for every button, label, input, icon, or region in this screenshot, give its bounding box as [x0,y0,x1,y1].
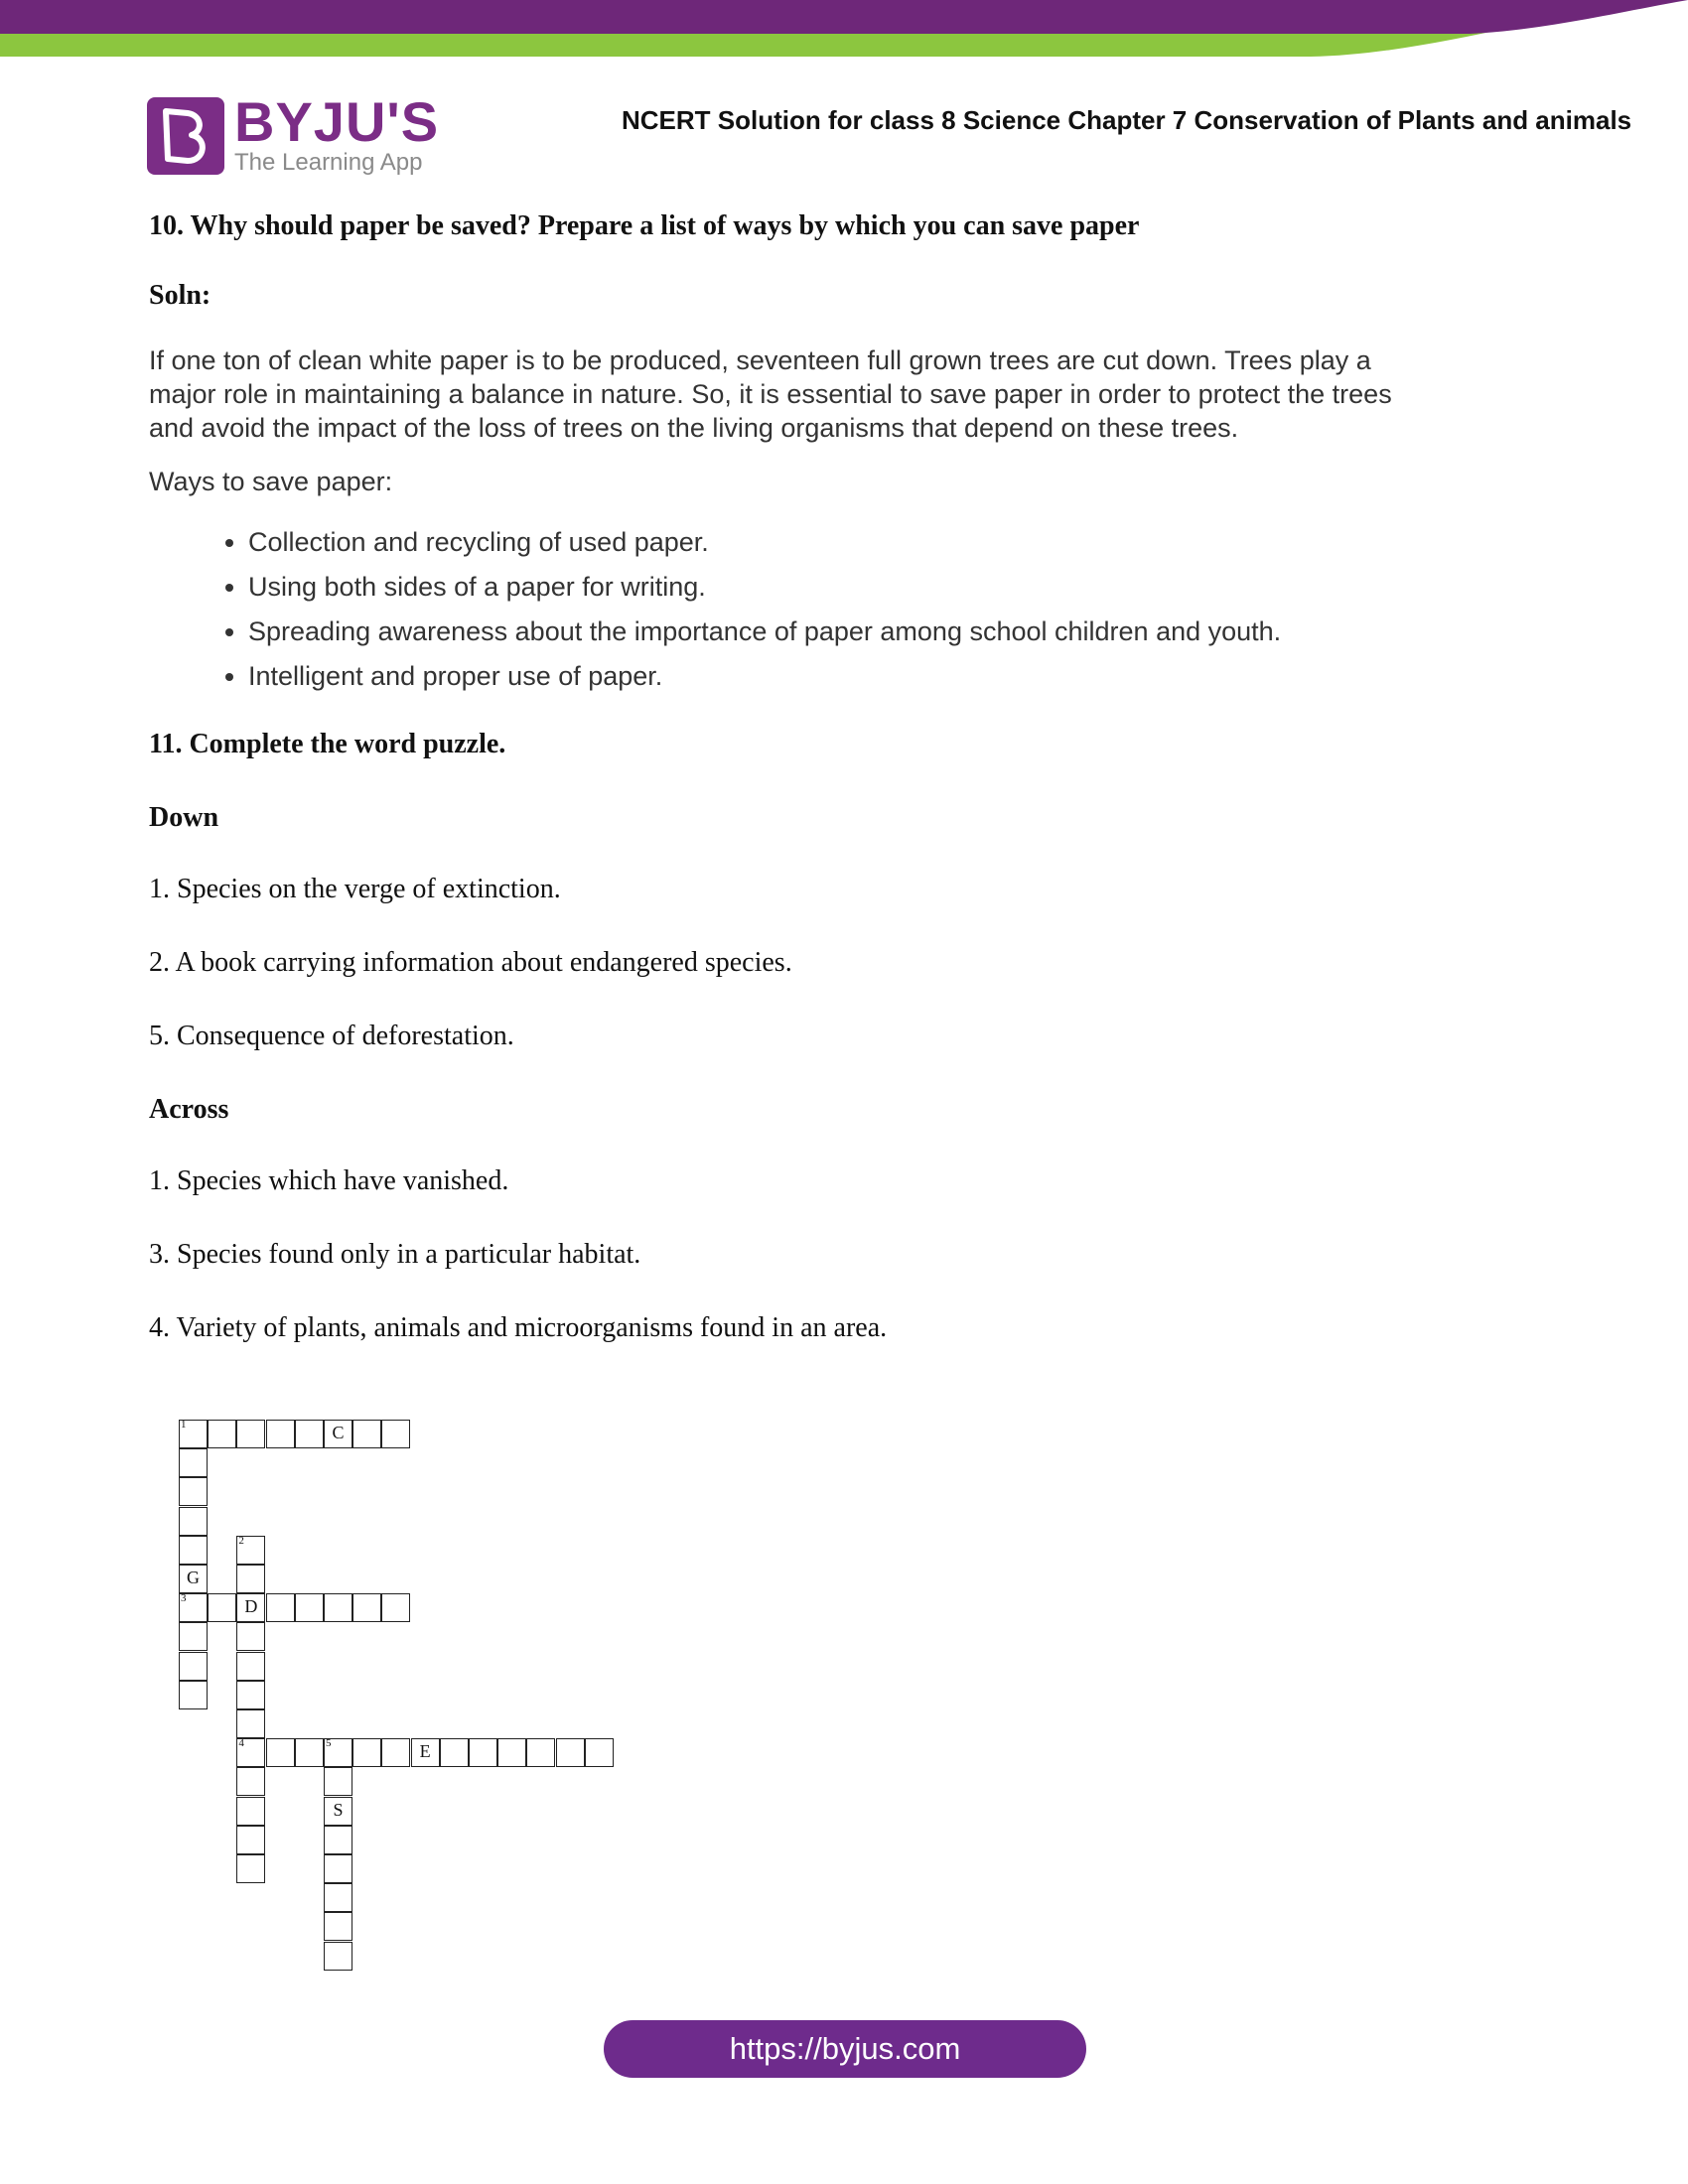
given-letter: E [419,1741,431,1762]
crossword-cell[interactable] [295,1593,324,1622]
crossword-cell[interactable] [585,1738,614,1767]
logo-b-icon [147,97,224,175]
brand-name: BYJU'S [234,90,440,153]
crossword-cell[interactable] [236,1681,265,1709]
down-clue: 2. A book carrying information about endangered species. [149,947,792,978]
crossword-cell[interactable] [179,1622,208,1651]
question-10: 10. Why should paper be saved? Prepare a list of ways by which you can save paper [149,210,1140,241]
crossword-cell[interactable] [469,1738,497,1767]
website-link[interactable]: https://byjus.com [604,2020,1086,2078]
crossword-cell[interactable] [381,1738,410,1767]
list-item: • Intelligent and proper use of paper. [248,654,1539,699]
crossword-cell[interactable] [179,1652,208,1681]
crossword-cell[interactable] [324,1797,352,1826]
crossword-cell[interactable] [208,1593,236,1622]
across-clue: 4. Variety of plants, animals and microorganisms found in an area. [149,1312,888,1343]
crossword-cell[interactable] [179,1477,208,1506]
crossword-cell[interactable] [324,1593,352,1622]
clue-number: 4 [238,1737,244,1750]
answer-line: and avoid the impact of the loss of trees on the living organisms that depend on these trees. [149,413,1239,443]
clue-number: 3 [181,1592,187,1605]
crossword-cell[interactable] [324,1826,352,1854]
across-clue: 3. Species found only in a particular habitat. [149,1239,641,1270]
crossword-cell[interactable] [352,1593,381,1622]
crossword-cell[interactable] [236,1854,265,1883]
crossword-cell[interactable] [236,1797,265,1826]
crossword-cell[interactable] [236,1622,265,1651]
down-clue: 1. Species on the verge of extinction. [149,874,561,904]
given-letter: G [187,1568,200,1587]
crossword-cell[interactable] [324,1883,352,1912]
crossword-cell[interactable] [295,1420,324,1448]
given-letter: S [333,1799,344,1820]
crossword-cell[interactable] [352,1738,381,1767]
crossword-cell[interactable] [381,1420,410,1448]
crossword-cell[interactable] [266,1738,295,1767]
crossword-cell[interactable] [324,1942,352,1971]
answer-paragraph [149,343,1539,445]
crossword-cell[interactable] [497,1738,526,1767]
down-label: Down [149,802,219,833]
crossword-cell[interactable] [411,1738,440,1767]
list-item: • Spreading awareness about the importance of paper among school children and youth. [248,610,1539,654]
crossword-cell[interactable] [266,1420,295,1448]
crossword-cell[interactable] [236,1652,265,1681]
clue-number: 5 [326,1737,332,1750]
crossword-cell[interactable] [208,1420,236,1448]
crossword-cell[interactable] [324,1767,352,1796]
crossword-cell[interactable] [179,1593,208,1622]
main-content [149,210,1539,1344]
brand-tagline: The Learning App [234,149,423,176]
crossword-cell[interactable] [526,1738,555,1767]
crossword-cell[interactable] [236,1565,265,1593]
crossword-cell[interactable] [324,1420,352,1448]
crossword-cell[interactable] [324,1854,352,1883]
down-clue: 5. Consequence of deforestation. [149,1021,514,1051]
answer-line: major role in maintaining a balance in nature. So, it is essential to save paper in order to protect the trees [149,379,1392,409]
list-item: • Using both sides of a paper for writing. [248,565,1539,610]
crossword-cell[interactable] [179,1420,208,1448]
given-letter: D [244,1596,258,1617]
question-11: 11. Complete the word puzzle. [149,729,506,759]
byjus-logo [147,90,445,185]
clue-number: 2 [238,1534,244,1547]
list-item: • Collection and recycling of used paper. [248,520,1539,565]
clue-number: 1 [181,1419,187,1431]
crossword-cell[interactable] [295,1738,324,1767]
crossword-cell[interactable] [179,1448,208,1477]
crossword-cell[interactable] [236,1536,265,1565]
crossword-cell[interactable] [236,1738,265,1767]
crossword-cell[interactable] [556,1738,585,1767]
crossword-cell[interactable] [179,1681,208,1709]
crossword-cell[interactable] [440,1738,469,1767]
crossword-cell[interactable] [236,1709,265,1738]
across-label: Across [149,1094,229,1125]
answer-line: If one ton of clean white paper is to be produced, seventeen full grown trees are cut down. Trees play a [149,345,1371,375]
crossword-cell[interactable] [324,1738,352,1767]
crossword-cell[interactable] [179,1536,208,1565]
given-letter: C [332,1423,345,1442]
ways-list [149,520,1539,699]
crossword-cell[interactable] [236,1420,265,1448]
crossword-cell[interactable] [179,1565,208,1593]
crossword-cell[interactable] [236,1826,265,1854]
ways-intro: Ways to save paper: [149,467,393,496]
solution-label: Soln: [149,280,211,311]
header-band [0,0,1688,60]
crossword-cell[interactable] [381,1593,410,1622]
crossword-cell[interactable] [324,1912,352,1941]
crossword-cell[interactable] [352,1420,381,1448]
crossword-cell[interactable] [236,1593,265,1622]
across-clue: 1. Species which have vanished. [149,1165,509,1196]
crossword-cell[interactable] [179,1507,208,1536]
crossword-cell[interactable] [236,1767,265,1796]
crossword-cell[interactable] [266,1593,295,1622]
page-title: NCERT Solution for class 8 Science Chapter 7 Conservation of Plants and animals [622,105,1632,135]
crossword-puzzle [179,1420,596,1946]
